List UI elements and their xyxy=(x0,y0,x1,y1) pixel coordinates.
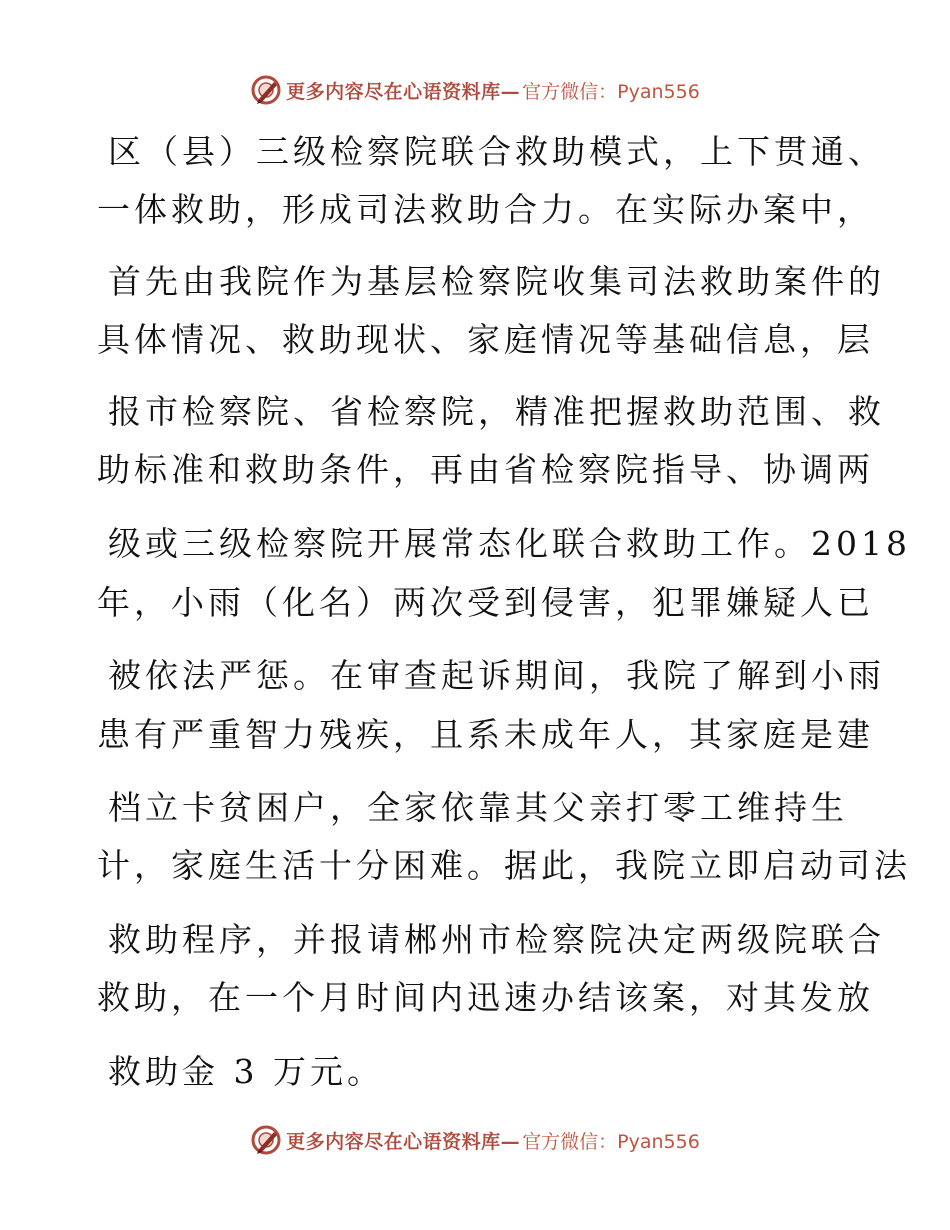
body-line-13: 救助程序，并报请郴州市检察院决定两级院联合 xyxy=(108,920,885,959)
body-line-6: 助标准和救助条件，再由省检察院指导、协调两 xyxy=(97,450,874,489)
body-line-2: 一体救助，形成司法救助合力。在实际办案中， xyxy=(97,190,874,229)
footer-watermark xyxy=(0,1120,950,1160)
body-line-5: 报市检察院、省检察院，精准把握救助范围、救 xyxy=(108,392,885,431)
body-line-15: 救助金 3 万元。 xyxy=(108,1052,384,1091)
body-line-4: 具体情况、救助现状、家庭情况等基础信息，层 xyxy=(97,320,874,359)
header-watermark-text: 更多内容尽在心语资料库— xyxy=(286,80,521,103)
footer-watermark-contact: 官方微信：Pyan556 xyxy=(522,1130,700,1153)
pen-logo-icon xyxy=(250,1124,282,1156)
body-line-14: 救助，在一个月时间内迅速办结该案，对其发放 xyxy=(97,978,874,1017)
body-line-8: 年，小雨（化名）两次受到侵害，犯罪嫌疑人已 xyxy=(97,583,874,622)
footer-watermark-text: 更多内容尽在心语资料库— xyxy=(286,1130,521,1153)
body-line-10: 患有严重智力残疾，且系未成年人，其家庭是建 xyxy=(97,715,874,754)
body-line-7: 级或三级检察院开展常态化联合救助工作。2018 xyxy=(108,524,911,563)
body-line-3: 首先由我院作为基层检察院收集司法救助案件的 xyxy=(108,262,885,301)
body-line-1: 区（县）三级检察院联合救助模式，上下贯通、 xyxy=(108,132,885,171)
body-line-9: 被依法严惩。在审查起诉期间，我院了解到小雨 xyxy=(108,656,885,695)
header-watermark-contact: 官方微信：Pyan556 xyxy=(522,80,700,103)
body-line-12: 计，家庭生活十分困难。据此，我院立即启动司法 xyxy=(97,846,911,885)
body-line-11: 档立卡贫困户，全家依靠其父亲打零工维持生 xyxy=(108,788,848,827)
